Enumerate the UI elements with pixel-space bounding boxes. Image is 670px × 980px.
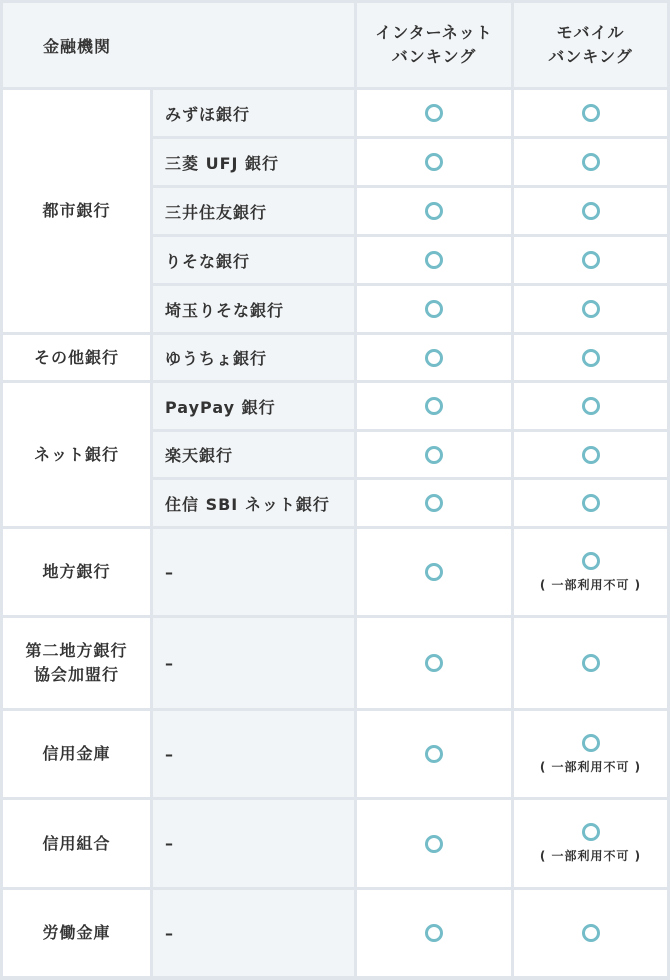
bank-name: [153, 529, 357, 618]
bank-label: 埼玉りそな銀行: [165, 300, 285, 320]
mobile-available: [514, 800, 670, 890]
bank-name: [153, 480, 357, 529]
available-circle-icon: [425, 745, 443, 763]
dash-placeholder: –: [165, 653, 174, 673]
bank-label: みずほ銀行: [165, 104, 251, 124]
available-circle-icon: [425, 654, 443, 672]
bank-name: [153, 890, 357, 979]
internet-available: [357, 890, 514, 979]
bank-name: [153, 139, 357, 188]
header-internet-line2: バンキング: [391, 47, 477, 66]
bank-label: ゆうちょ銀行: [165, 349, 268, 368]
internet-available: [357, 800, 514, 890]
category-label: 都市銀行: [42, 201, 111, 220]
dash-placeholder: –: [165, 923, 174, 943]
header-internet-banking: [357, 0, 514, 90]
category-shinkin-banks: [0, 711, 153, 800]
bank-label: 三井住友銀行: [165, 202, 268, 222]
header-mobile-line2: バンキング: [548, 47, 633, 66]
available-circle-icon: [425, 202, 443, 220]
available-circle-icon: [425, 924, 443, 942]
category-credit-unions: [0, 800, 153, 890]
available-circle-icon: [582, 397, 600, 415]
mobile-available: [514, 139, 670, 188]
internet-available: [357, 237, 514, 286]
available-circle-icon: [425, 153, 443, 171]
header-mobile-line1: モバイル: [556, 23, 625, 42]
available-circle-icon: [582, 734, 600, 752]
bank-label: りそな銀行: [165, 251, 251, 271]
category-other-banks: [0, 335, 153, 383]
bank-name: [153, 618, 357, 711]
available-circle-icon: [425, 446, 443, 464]
bank-label: 住信 SBI ネット銀行: [165, 494, 330, 514]
mobile-available: [514, 335, 670, 383]
bank-name: [153, 188, 357, 237]
category-label: 信用金庫: [42, 744, 111, 763]
internet-available: [357, 286, 514, 335]
internet-available: [357, 90, 514, 139]
mobile-available: [514, 286, 670, 335]
category-label: その他銀行: [33, 347, 119, 367]
available-circle-icon: [582, 494, 600, 512]
bank-name: [153, 90, 357, 139]
bank-name: [153, 237, 357, 286]
partial-availability-note: ( 一部利用不可 ): [539, 849, 642, 863]
category-second-regional-banks: [0, 618, 153, 711]
category-label-line2: 協会加盟行: [33, 665, 119, 684]
bank-name: [153, 711, 357, 800]
available-circle-icon: [425, 835, 443, 853]
bank-name: [153, 335, 357, 383]
available-circle-icon: [425, 494, 443, 512]
mobile-available: [514, 529, 670, 618]
bank-label: 楽天銀行: [165, 446, 234, 465]
mobile-available: [514, 383, 670, 432]
dash-placeholder: –: [165, 562, 174, 582]
mobile-available: [514, 890, 670, 979]
internet-available: [357, 711, 514, 800]
internet-available: [357, 335, 514, 383]
available-circle-icon: [425, 349, 443, 367]
header-internet-line1: インターネット: [375, 23, 493, 42]
category-label: ネット銀行: [33, 444, 119, 464]
category-label-line1: 第二地方銀行: [25, 641, 128, 660]
internet-available: [357, 188, 514, 237]
header-mobile-banking: [514, 0, 670, 90]
mobile-available: [514, 237, 670, 286]
category-regional-banks: [0, 529, 153, 618]
mobile-available: [514, 711, 670, 800]
available-circle-icon: [425, 300, 443, 318]
bank-label: 三菱 UFJ 銀行: [165, 153, 280, 173]
partial-availability-note: ( 一部利用不可 ): [539, 577, 642, 592]
available-circle-icon: [582, 153, 600, 171]
header-institution-label: 金融機関: [43, 36, 112, 56]
dash-placeholder: –: [165, 744, 174, 764]
dash-placeholder: –: [165, 834, 174, 853]
mobile-available: [514, 480, 670, 529]
bank-name: [153, 800, 357, 890]
available-circle-icon: [582, 924, 600, 942]
bank-name: [153, 286, 357, 335]
available-circle-icon: [582, 202, 600, 220]
internet-available: [357, 618, 514, 711]
mobile-available: [514, 618, 670, 711]
internet-available: [357, 529, 514, 618]
available-circle-icon: [582, 104, 600, 122]
category-label: 信用組合: [42, 833, 111, 853]
category-net-banks: [0, 383, 153, 529]
internet-available: [357, 432, 514, 480]
available-circle-icon: [582, 552, 600, 570]
available-circle-icon: [582, 446, 600, 464]
available-circle-icon: [582, 300, 600, 318]
available-circle-icon: [582, 349, 600, 367]
category-label: 労働金庫: [42, 923, 111, 942]
mobile-available: [514, 432, 670, 480]
available-circle-icon: [582, 823, 600, 841]
mobile-available: [514, 90, 670, 139]
available-circle-icon: [425, 251, 443, 269]
bank-label: PayPay 銀行: [165, 397, 276, 417]
available-circle-icon: [425, 397, 443, 415]
category-label: 地方銀行: [42, 562, 111, 581]
bank-name: [153, 432, 357, 480]
bank-name: [153, 383, 357, 432]
available-circle-icon: [582, 654, 600, 672]
mobile-available: [514, 188, 670, 237]
internet-available: [357, 139, 514, 188]
category-city-banks: [0, 90, 153, 335]
header-institution: [0, 0, 357, 90]
internet-available: [357, 480, 514, 529]
internet-available: [357, 383, 514, 432]
partial-availability-note: ( 一部利用不可 ): [539, 759, 642, 774]
available-circle-icon: [582, 251, 600, 269]
available-circle-icon: [425, 563, 443, 581]
category-labour-banks: [0, 890, 153, 979]
available-circle-icon: [425, 104, 443, 122]
